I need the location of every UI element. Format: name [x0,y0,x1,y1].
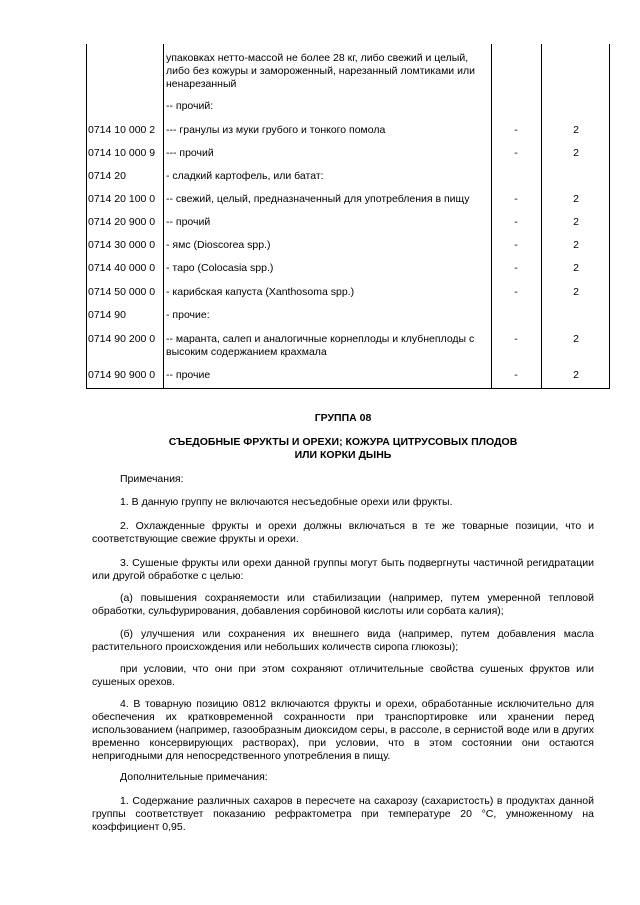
row-col4: 2 [573,239,579,251]
table-col-divider-1 [163,44,164,389]
row-col4: 2 [573,147,579,159]
note-4: 4. В товарную позицию 0812 включаются фрукты и орехи, обработанные исключительно для обеспечения их кратковременной сохранности при транспортировке или хранении перед использованием (например, газообразным диоксидом серы, в рассоле, в сернистой воде или в других временно консервирующих растворах), при условии, что в этом состоянии они остаются непригодными для непосредственного употребления в пищу. [92,698,594,762]
note-3b: (б) улучшения или сохранения их внешнего вида (например, путем добавления масла растительного происхождения или небольших количеств сиропа глюкозы); [92,628,594,653]
row-col4: 2 [573,286,579,298]
row-col4: 2 [573,124,579,136]
tariff-table [86,44,610,389]
row-code: 0714 40 000 0 [88,262,156,274]
table-border-left [86,44,87,389]
row-code: 0714 90 900 0 [88,369,156,381]
row-code: 0714 90 200 0 [88,333,156,345]
additional-notes-heading: Дополнительные примечания: [120,771,268,783]
row-col4: 2 [573,216,579,228]
note-3c: при условии, что они при этом сохраняют отличительные свойства сушеных фруктов или сушеных орехов. [92,663,594,688]
row-code: 0714 90 [88,309,126,321]
row-description: упаковках нетто-массой не более 28 кг, либо свежий и целый, либо без кожуры и замороженный, нарезанный ломтиками или ненарезанный [166,52,475,90]
note-2: 2. Охлажденные фрукты и орехи должны включаться в те же товарные позиции, что и соответствующие свежие фрукты и орехи. [92,520,594,545]
row-description: --- прочий [166,147,214,159]
row-col4: 2 [573,262,579,274]
note-3a: (а) повышения сохраняемости или стабилизации (например, путем умеренной тепловой обработки, сульфурирования, добавления сорбиновой кислоты или сорбата калия); [92,592,594,617]
additional-note-1: 1. Содержание различных сахаров в пересчете на сахарозу (сахаристость) в продуктах данной группы соответствует показанию рефрактометра при температуре 20 °C, умноженному на коэффициент 0,95. [92,795,594,833]
row-col4: 2 [573,369,579,381]
row-description: - таро (Colocasia spp.) [166,262,274,274]
notes-heading: Примечания: [120,473,184,485]
group-subtitle-line1: СЪЕДОБНЫЕ ФРУКТЫ И ОРЕХИ; КОЖУРА ЦИТРУСОВЫХ ПЛОДОВ [168,436,518,448]
row-description: --- гранулы из муки грубого и тонкого помола [166,124,386,136]
group-title: ГРУППА 08 [314,412,372,424]
row-col3: - [514,369,518,381]
row-col3: - [514,333,518,345]
row-description: -- маранта, салеп и аналогичные корнеплоды и клубнеплоды с высоким содержанием крахмала [166,333,475,358]
row-code: 0714 50 000 0 [88,286,156,298]
row-col3: - [514,124,518,136]
group-subtitle-line2: ИЛИ КОРКИ ДЫНЬ [294,449,392,461]
row-description: - прочие: [166,309,210,321]
note-3: 3. Сушеные фрукты или орехи данной группы могут быть подвергнуты частичной регидратации или другой обработке с целью: [92,557,594,582]
row-col3: - [514,239,518,251]
row-code: 0714 30 000 0 [88,239,156,251]
row-description: -- прочий: [166,100,214,112]
row-col4: 2 [573,333,579,345]
row-description: -- прочие [166,369,211,381]
row-code: 0714 20 [88,170,126,182]
row-col3: - [514,216,518,228]
row-code: 0714 10 000 2 [88,124,156,136]
row-code: 0714 20 100 0 [88,193,156,205]
row-col4: 2 [573,193,579,205]
row-col3: - [514,147,518,159]
row-description: - ямс (Dioscorea spp.) [166,239,271,251]
row-description: -- свежий, целый, предназначенный для употребления в пищу [166,193,470,205]
row-description: - карибская капуста (Xanthosoma spp.) [166,286,355,298]
row-code: 0714 10 000 9 [88,147,156,159]
row-description: -- прочий [166,216,211,228]
row-col3: - [514,193,518,205]
row-code: 0714 20 900 0 [88,216,156,228]
row-description: - сладкий картофель, или батат: [166,170,324,182]
note-1: 1. В данную группу не включаются несъедобные орехи или фрукты. [120,496,453,508]
row-col3: - [514,286,518,298]
table-border-bottom [86,388,610,389]
row-col3: - [514,262,518,274]
